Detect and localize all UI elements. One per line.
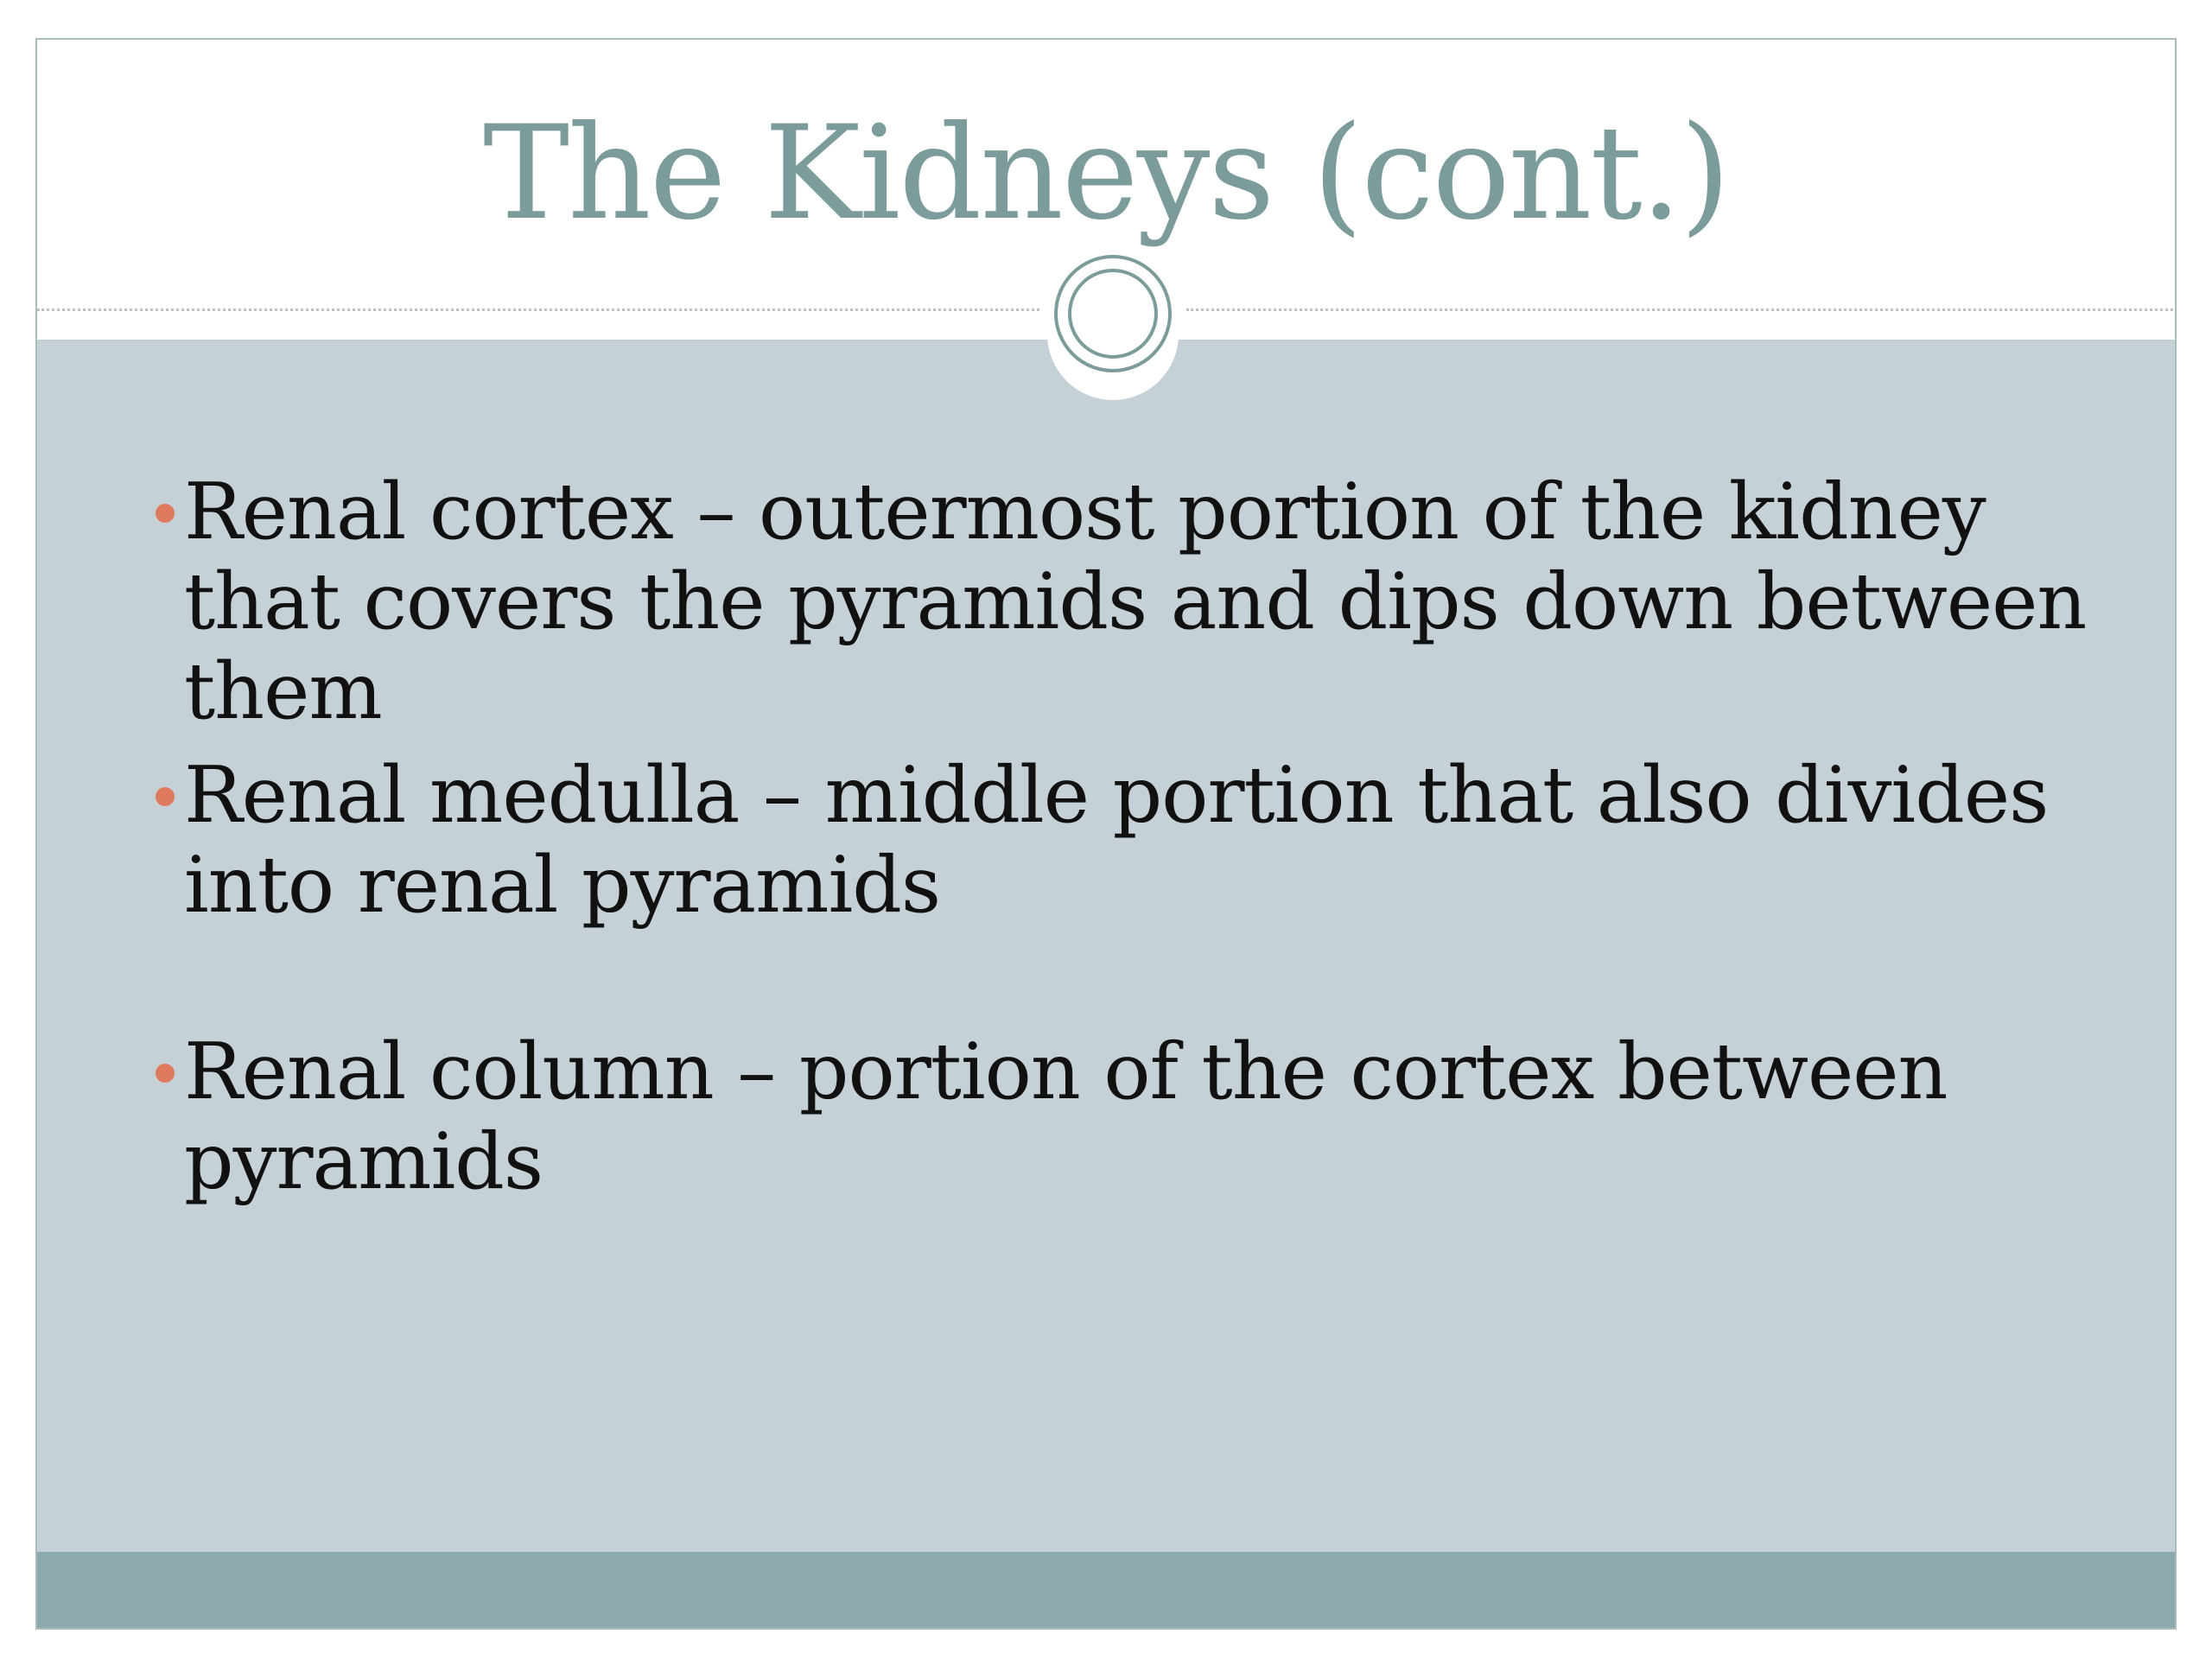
slide-title: The Kidneys (cont.): [483, 99, 1729, 249]
bullet-item: [184, 467, 2137, 737]
slide: [35, 38, 2177, 1630]
footer-bar: [37, 1552, 2175, 1630]
bullet-dot-icon: [156, 504, 175, 523]
bullet-dot-icon: [156, 787, 175, 806]
bullet-text: Renal medulla – middle portion that also divides into renal pyramids: [184, 750, 2049, 931]
bullet-dot-icon: [156, 1064, 175, 1083]
bullet-item: [184, 751, 2137, 931]
bullet-text: Renal cortex – outermost portion of the kidney that covers the pyramids and dips down between them: [184, 467, 2087, 737]
divider-ring-icon: [1054, 255, 1172, 372]
bullet-text: Renal column – portion of the cortex between pyramids: [184, 1027, 1948, 1207]
header-divider-left: [37, 308, 1039, 311]
bullet-item: [184, 1027, 2137, 1207]
header-divider-right: [1186, 308, 2177, 311]
divider-inner-ring: [1068, 269, 1158, 359]
